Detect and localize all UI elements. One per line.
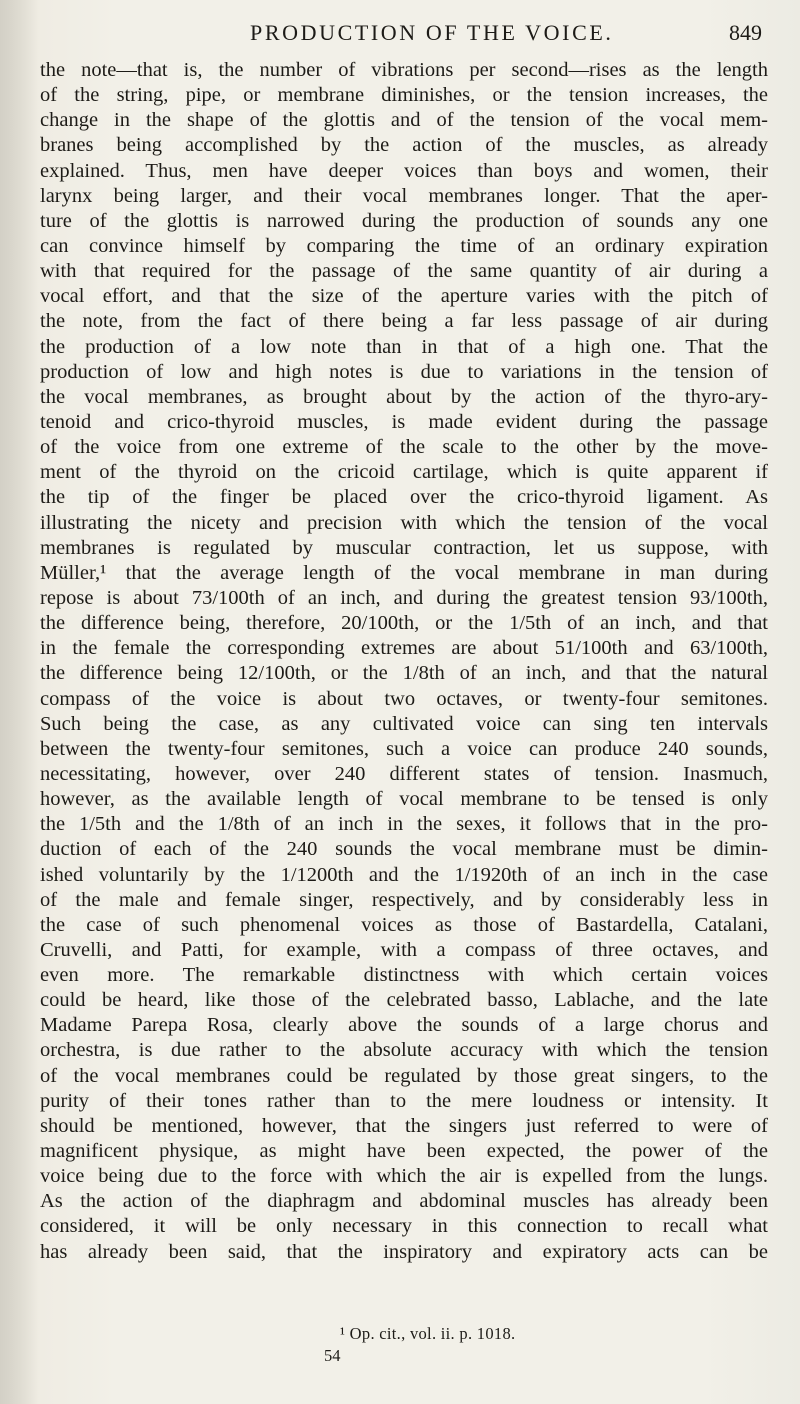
text-line: voice being due to the force with which the air is expelled from the lungs. (40, 1165, 768, 1188)
text-line: Müller,¹ that the average length of the vocal membrane in man during (40, 561, 768, 584)
text-line: of the voice from one extreme of the scale to the other by the move- (40, 436, 768, 459)
text-line: Such being the case, as any cultivated voice can sing ten intervals (40, 712, 768, 735)
text-line: the difference being, therefore, 20/100th, or the 1/5th of an inch, and that (40, 612, 768, 635)
text-line: necessitating, however, over 240 different states of tension. Inasmuch, (40, 762, 768, 785)
text-line: change in the shape of the glottis and of the tension of the vocal mem- (40, 109, 768, 132)
binding-shadow (0, 0, 38, 1404)
text-line: can convince himself by comparing the time of an ordinary expiration (40, 234, 768, 257)
text-line: the difference being 12/100th, or the 1/8th of an inch, and that the natural (40, 662, 768, 685)
text-line: the vocal membranes, as brought about by the action of the thyro-ary- (40, 385, 768, 408)
text-line: Cruvelli, and Patti, for example, with a compass of three octaves, and (40, 938, 768, 961)
text-line: repose is about 73/100th of an inch, and during the greatest tension 93/100th, (40, 586, 768, 609)
text-line: explained. Thus, men have deeper voices than boys and women, their (40, 159, 768, 182)
text-line: compass of the voice is about two octaves, or twenty-four semitones. (40, 687, 768, 710)
text-line: membranes is regulated by muscular contraction, let us suppose, with (40, 536, 768, 559)
text-line: with that required for the passage of the same quantity of air during a (40, 260, 768, 283)
text-line: of the string, pipe, or membrane diminishes, or the tension increases, the (40, 84, 768, 107)
text-line: of the vocal membranes could be regulated by those great singers, to the (40, 1064, 768, 1087)
text-line: ment of the thyroid on the cricoid cartilage, which is quite apparent if (40, 461, 768, 484)
running-title: PRODUCTION OF THE VOICE. (250, 20, 614, 45)
text-line: branes being accomplished by the action of the muscles, as already (40, 134, 768, 157)
text-line: the 1/5th and the 1/8th of an inch in the sexes, it follows that in the pro- (40, 813, 768, 836)
text-line: should be mentioned, however, that the singers just referred to were of (40, 1114, 768, 1137)
text-line: however, as the available length of vocal membrane to be tensed is only (40, 788, 768, 811)
text-line: illustrating the nicety and precision with which the tension of the vocal (40, 511, 768, 534)
text-line: the tip of the finger be placed over the crico-thyroid ligament. As (40, 486, 768, 509)
text-line: vocal effort, and that the size of the aperture varies with the pitch of (40, 285, 768, 308)
text-line: the note—that is, the number of vibrations per second—rises as the length (40, 59, 768, 81)
text-line: the case of such phenomenal voices as those of Bastardella, Catalani, (40, 913, 768, 936)
signature-mark: 54 (324, 1346, 341, 1365)
text-line: has already been said, that the inspiratory and expiratory acts can be (40, 1240, 768, 1263)
text-line: even more. The remarkable distinctness with which certain voices (40, 964, 768, 987)
text-line: As the action of the diaphragm and abdominal muscles has already been (40, 1190, 768, 1213)
text-line: the note, from the fact of there being a far less passage of air during (40, 310, 768, 333)
text-line: tenoid and crico-thyroid muscles, is made evident during the passage (40, 410, 768, 433)
text-line: the production of a low note than in that of a high one. That the (40, 335, 768, 358)
page-number: 849 (729, 20, 762, 45)
text-line: duction of each of the 240 sounds the vocal membrane must be dimin- (40, 838, 768, 861)
page-header (0, 10, 800, 50)
text-line: production of low and high notes is due to variations in the tension of (40, 360, 768, 383)
text-line: magnificent physique, as might have been expected, the power of the (40, 1140, 768, 1163)
text-line: between the twenty-four semitones, such a voice can produce 240 sounds, (40, 737, 768, 760)
text-line: could be heard, like those of the celebrated basso, Lablache, and the late (40, 989, 768, 1012)
text-line: ture of the glottis is narrowed during the production of sounds any one (40, 209, 768, 232)
text-line: purity of their tones rather than to the mere loudness or intensity. It (40, 1089, 768, 1112)
text-line: considered, it will be only necessary in this connection to recall what (40, 1215, 768, 1238)
text-line: of the male and female singer, respectively, and by considerably less in (40, 888, 768, 911)
text-line: orchestra, is due rather to the absolute accuracy with which the tension (40, 1039, 768, 1062)
text-line: larynx being larger, and their vocal membranes longer. That the aper- (40, 184, 768, 207)
text-line: Madame Parepa Rosa, clearly above the sounds of a large chorus and (40, 1014, 768, 1037)
text-line: ished voluntarily by the 1/1200th and the 1/1920th of an inch in the case (40, 863, 768, 886)
body-text (40, 58, 768, 1265)
footnote: ¹ Op. cit., vol. ii. p. 1018. (340, 1324, 516, 1343)
text-line: in the female the corresponding extremes are about 51/100th and 63/100th, (40, 637, 768, 660)
